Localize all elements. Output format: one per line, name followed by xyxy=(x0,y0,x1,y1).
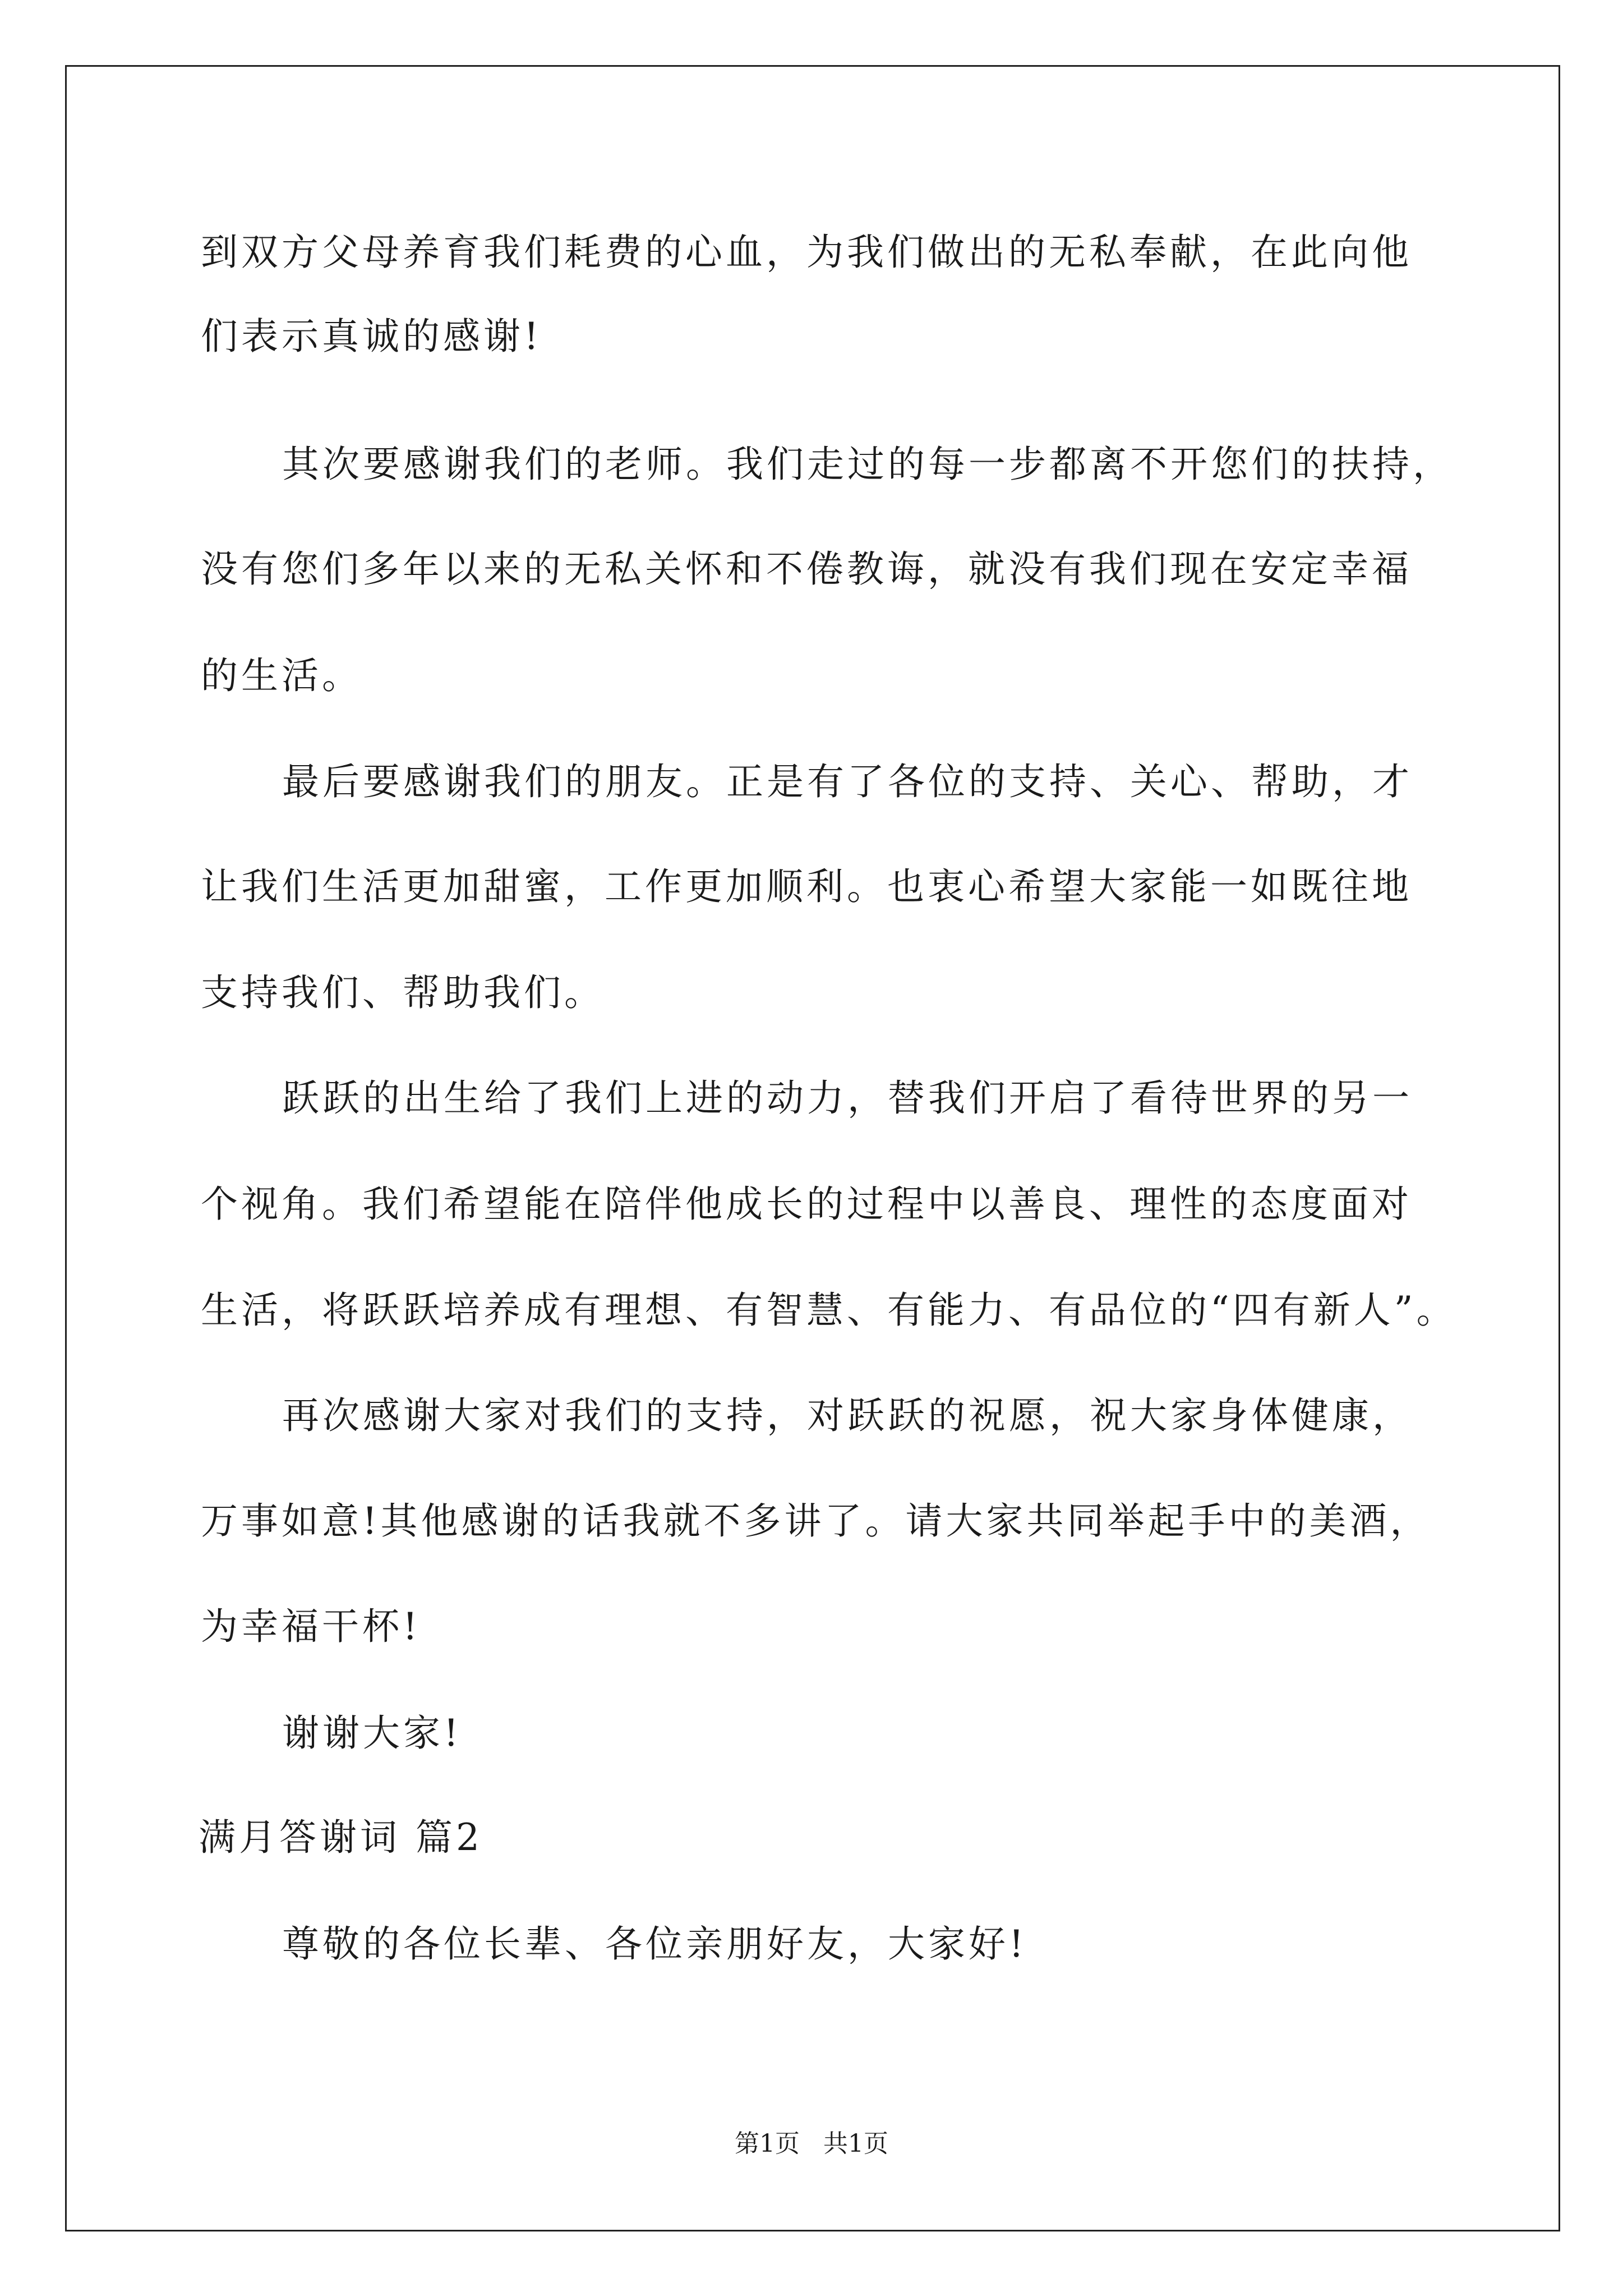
paragraph-line: 到双方父母养育我们耗费的心血，为我们做出的无私奉献，在此向他 xyxy=(201,231,1412,274)
paragraph-line: 生活，将跃跃培养成有理想、有智慧、有能力、有品位的“四有新人”。 xyxy=(201,1289,1457,1332)
page-number-footer: 第1页 共1页 xyxy=(735,2129,888,2158)
paragraph-line: 最后要感谢我们的朋友。正是有了各位的支持、关心、帮助，才 xyxy=(282,760,1413,803)
paragraph-line: 尊敬的各位长辈、各位亲朋好友，大家好! xyxy=(282,1922,1027,1966)
paragraph-line: 没有您们多年以来的无私关怀和不倦教诲，就没有我们现在安定幸福 xyxy=(201,547,1412,591)
paragraph-line: 们表示真诚的感谢! xyxy=(201,315,542,358)
page-border xyxy=(65,65,1560,2231)
paragraph-line: 为幸福干杯! xyxy=(201,1605,421,1648)
paragraph-line: 支持我们、帮助我们。 xyxy=(201,971,605,1014)
paragraph-line: 再次感谢大家对我们的支持，对跃跃的祝愿，祝大家身体健康， xyxy=(282,1394,1413,1437)
paragraph-line: 谢谢大家! xyxy=(282,1711,462,1755)
paragraph-line: 让我们生活更加甜蜜，工作更加顺利。也衷心希望大家能一如既往地 xyxy=(201,865,1412,908)
paragraph-line: 万事如意!其他感谢的话我就不多讲了。请大家共同举起手中的美酒， xyxy=(201,1499,1431,1543)
paragraph-line: 的生活。 xyxy=(201,654,362,697)
section-heading: 满月答谢词 篇2 xyxy=(199,1816,483,1859)
paragraph-line: 跃跃的出生给了我们上进的动力，替我们开启了看待世界的另一 xyxy=(282,1076,1413,1120)
paragraph-line: 其次要感谢我们的老师。我们走过的每一步都离不开您们的扶持， xyxy=(282,443,1453,486)
paragraph-line: 个视角。我们希望能在陪伴他成长的过程中以善良、理性的态度面对 xyxy=(201,1182,1412,1226)
